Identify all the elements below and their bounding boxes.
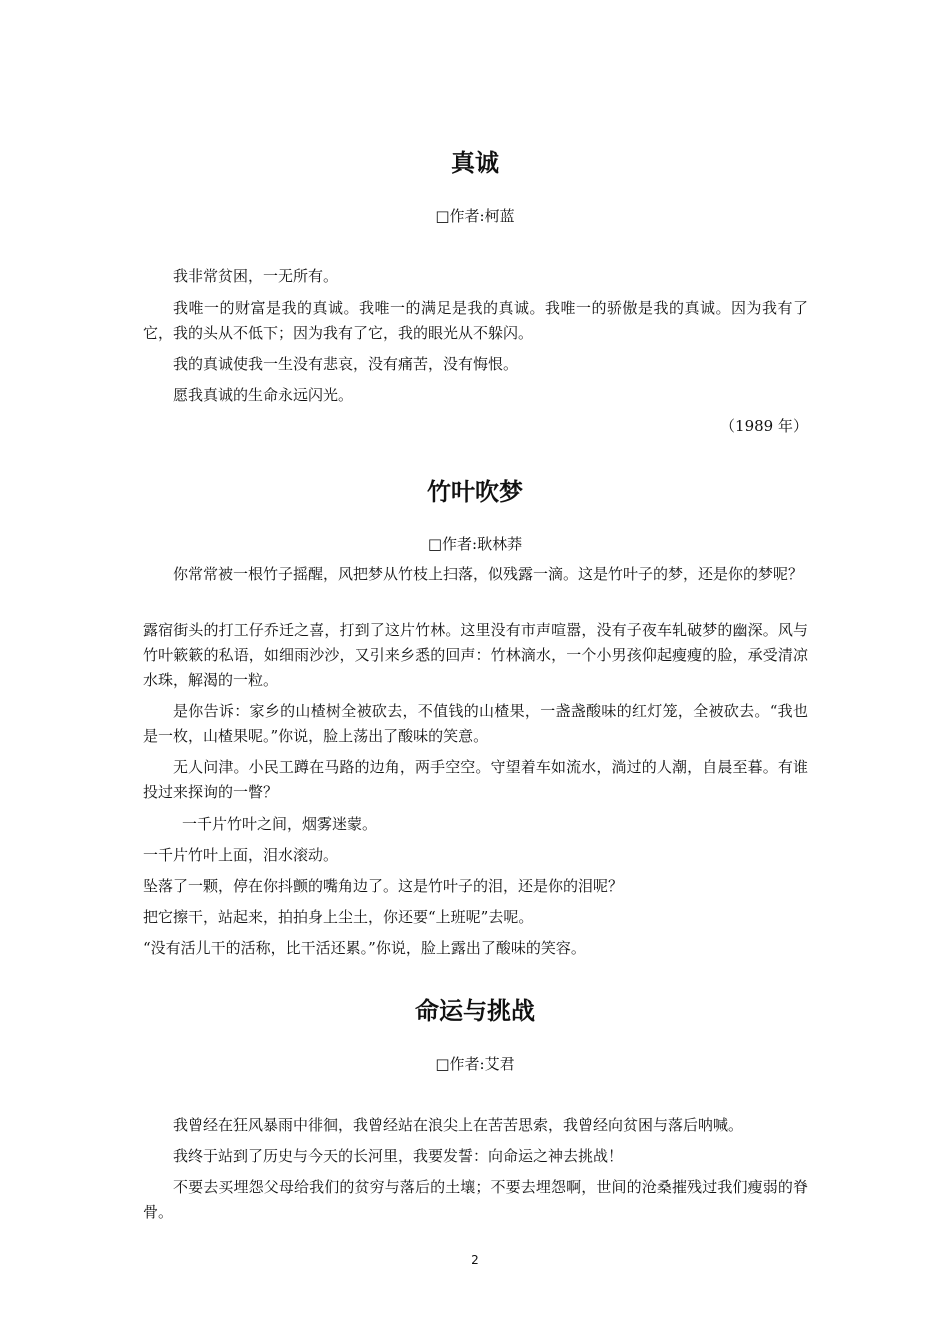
article-author: □作者:耿林莽 (427, 535, 523, 553)
paragraph: 一千片竹叶之间，烟雾迷蒙。 (182, 815, 378, 833)
paragraph: 你常常被一根竹子摇醒，风把梦从竹枝上扫落，似残露一滴。这是竹叶子的梦，还是你的梦呢？ (173, 565, 804, 583)
article-author: □作者:艾君 (435, 1055, 515, 1073)
article-title: 真诚 (451, 149, 499, 177)
paragraph: 我曾经在狂风暴雨中徘徊，我曾经站在浪尖上在苦苦思索，我曾经向贫困与落后呐喊。 (173, 1116, 744, 1134)
paragraph: 我的真诚使我一生没有悲哀，没有痛苦，没有悔恨。 (173, 355, 519, 373)
article-date: （1989 年） (720, 417, 808, 435)
paragraph: 我终于站到了历史与今天的长河里，我要发誓：向命运之神去挑战！ (173, 1147, 624, 1165)
paragraph: 是你告诉：家乡的山楂树全被砍去，不值钱的山楂果，一盏盏酸味的红灯笼，全被砍去。“我也是一枚，山楂果呢。”你说，脸上荡出了酸味的笑意。 (143, 702, 808, 745)
paragraph: “没有活儿干的活称，比干活还累。”你说，脸上露出了酸味的笑容。 (143, 939, 586, 957)
article-title: 命运与挑战 (415, 997, 535, 1025)
paragraph: 愿我真诚的生命永远闪光。 (173, 386, 354, 404)
paragraph: 把它擦干，站起来，拍拍身上尘土，你还要“上班呢”去呢。 (143, 908, 534, 926)
page-number: 2 (471, 1253, 479, 1267)
article-title: 竹叶吹梦 (427, 478, 523, 506)
article-author: □作者:柯蓝 (435, 207, 515, 225)
paragraph: 坠落了一颗，停在你抖颤的嘴角边了。这是竹叶子的泪，还是你的泪呢？ (143, 877, 624, 895)
paragraph: 露宿街头的打工仔乔迁之喜，打到了这片竹林。这里没有市声喧嚣，没有子夜车轧破梦的幽深。风与竹叶簌簌的私语，如细雨沙沙，又引来乡悉的回声：竹林滴水，一个小男孩仰起瘦瘦的脸，承受清凉水珠，解渴的一粒。 (143, 621, 808, 689)
paragraph: 我非常贫困，一无所有。 (173, 267, 339, 285)
paragraph: 我唯一的财富是我的真诚。我唯一的满足是我的真诚。我唯一的骄傲是我的真诚。因为我有了它，我的头从不低下；因为我有了它，我的眼光从不躲闪。 (143, 299, 808, 342)
paragraph: 无人问津。小民工蹲在马路的边角，两手空空。守望着车如流水，淌过的人潮，自晨至暮。有谁投过来探询的一瞥？ (143, 758, 808, 801)
paragraph: 不要去买埋怨父母给我们的贫穷与落后的土壤；不要去埋怨啊，世间的沧桑摧残过我们瘦弱的脊骨。 (143, 1178, 808, 1221)
paragraph: 一千片竹叶上面，泪水滚动。 (143, 846, 339, 864)
